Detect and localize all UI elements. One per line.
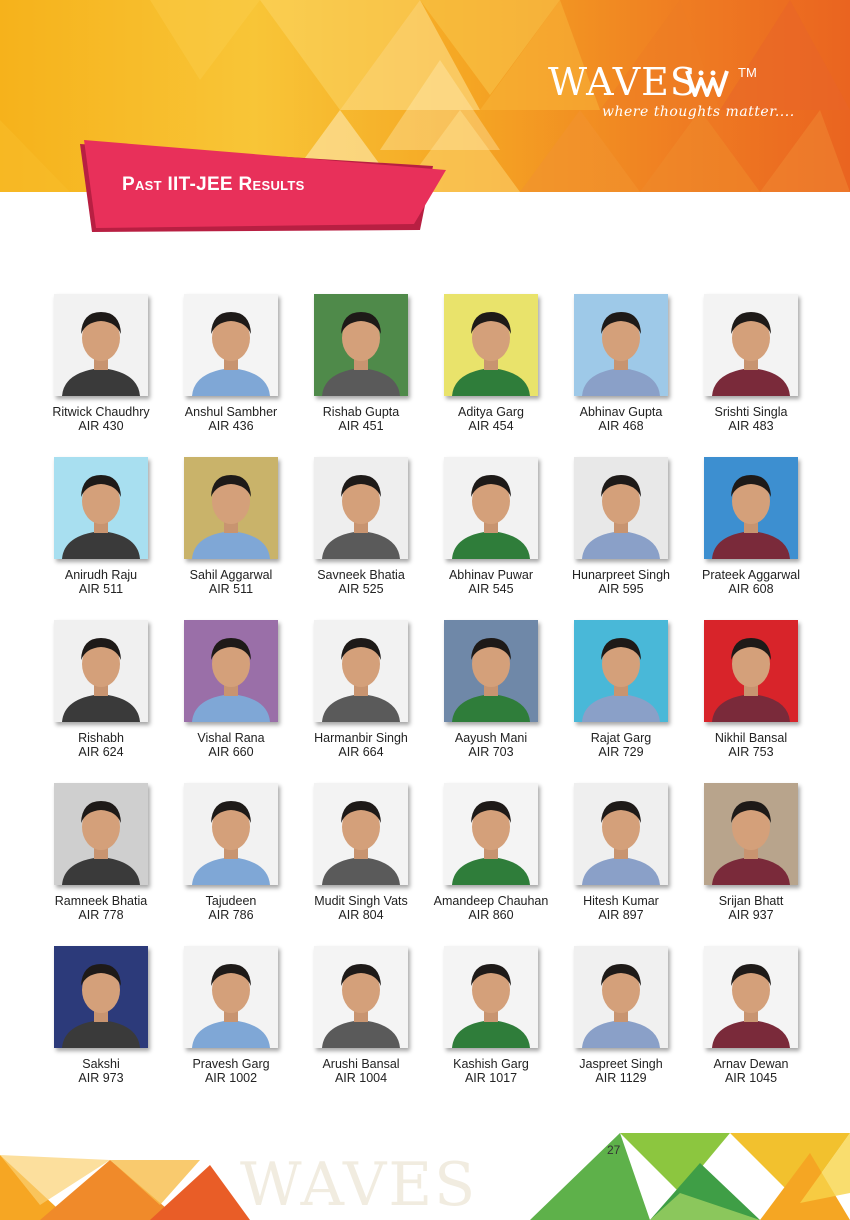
- student-card: [296, 940, 426, 1103]
- student-rank: AIR 511: [208, 582, 254, 596]
- portrait-icon: [704, 946, 798, 1048]
- student-name: Abhinav Puwar: [448, 568, 534, 582]
- student-rank: AIR 703: [468, 745, 514, 759]
- student-rank: AIR 860: [468, 908, 514, 922]
- portrait-icon: [704, 457, 798, 559]
- footer-left-pattern: [0, 1135, 250, 1220]
- footer-watermark: WAVES: [240, 1150, 478, 1220]
- results-grid: [36, 288, 816, 1103]
- student-name: Hunarpreet Singh: [572, 568, 670, 582]
- student-photo: [314, 620, 408, 722]
- student-name: Harmanbir Singh: [314, 731, 408, 745]
- portrait-icon: [444, 620, 538, 722]
- student-name: Arushi Bansal: [322, 1057, 400, 1071]
- student-name: Sahil Aggarwal: [189, 568, 273, 582]
- portrait-icon: [54, 783, 148, 885]
- portrait-icon: [314, 294, 408, 396]
- student-rank: AIR 483: [728, 419, 774, 433]
- student-rank: AIR 451: [338, 419, 384, 433]
- portrait-icon: [184, 457, 278, 559]
- portrait-icon: [54, 620, 148, 722]
- student-card: [166, 940, 296, 1103]
- student-rank: AIR 436: [208, 419, 254, 433]
- student-rank: AIR 595: [598, 582, 644, 596]
- student-card: [686, 614, 816, 777]
- page-number: 27: [607, 1143, 621, 1157]
- student-rank: AIR 545: [468, 582, 514, 596]
- student-name: Mudit Singh Vats: [314, 894, 408, 908]
- student-card: [556, 940, 686, 1103]
- student-rank: AIR 753: [728, 745, 774, 759]
- student-name: Rishab Gupta: [322, 405, 400, 419]
- student-photo: [184, 620, 278, 722]
- student-rank: AIR 897: [598, 908, 644, 922]
- student-photo: [314, 294, 408, 396]
- student-photo: [54, 457, 148, 559]
- student-photo: [574, 620, 668, 722]
- student-row: [36, 451, 816, 614]
- student-photo: [704, 783, 798, 885]
- student-photo: [54, 620, 148, 722]
- student-photo: [54, 783, 148, 885]
- student-card: [36, 614, 166, 777]
- student-photo: [184, 946, 278, 1048]
- student-name: Hitesh Kumar: [583, 894, 659, 908]
- portrait-icon: [574, 783, 668, 885]
- student-rank: AIR 1002: [204, 1071, 258, 1085]
- student-rank: AIR 973: [78, 1071, 124, 1085]
- student-card: [556, 288, 686, 451]
- portrait-icon: [54, 457, 148, 559]
- portrait-icon: [704, 783, 798, 885]
- student-rank: AIR 664: [338, 745, 384, 759]
- student-card: [36, 288, 166, 451]
- student-card: [686, 940, 816, 1103]
- student-card: [296, 288, 426, 451]
- student-name: Pravesh Garg: [192, 1057, 270, 1071]
- student-card: [426, 288, 556, 451]
- student-photo: [704, 946, 798, 1048]
- portrait-icon: [184, 620, 278, 722]
- portrait-icon: [184, 946, 278, 1048]
- student-photo: [314, 457, 408, 559]
- student-rank: AIR 608: [728, 582, 774, 596]
- student-name: Abhinav Gupta: [579, 405, 663, 419]
- portrait-icon: [704, 294, 798, 396]
- student-name: Rajat Garg: [590, 731, 652, 745]
- student-card: [166, 288, 296, 451]
- student-photo: [444, 457, 538, 559]
- student-rank: AIR 804: [338, 908, 384, 922]
- student-name: Amandeep Chauhan: [433, 894, 549, 908]
- student-card: [166, 614, 296, 777]
- student-rank: AIR 468: [598, 419, 644, 433]
- portrait-icon: [314, 620, 408, 722]
- student-photo: [444, 783, 538, 885]
- student-card: [166, 451, 296, 614]
- student-card: [426, 777, 556, 940]
- student-card: [686, 451, 816, 614]
- student-photo: [704, 457, 798, 559]
- student-row: [36, 777, 816, 940]
- portrait-icon: [54, 946, 148, 1048]
- student-card: [426, 940, 556, 1103]
- trademark-symbol: TM: [738, 65, 757, 80]
- student-card: [556, 451, 686, 614]
- student-photo: [704, 620, 798, 722]
- page-title: Past IIT-JEE Results: [122, 174, 305, 195]
- student-name: Prateek Aggarwal: [702, 568, 800, 582]
- student-card: [556, 777, 686, 940]
- student-card: [166, 777, 296, 940]
- student-card: [36, 777, 166, 940]
- student-row: [36, 614, 816, 777]
- student-row: [36, 288, 816, 451]
- portrait-icon: [314, 783, 408, 885]
- student-photo: [574, 294, 668, 396]
- student-name: Srishti Singla: [714, 405, 788, 419]
- student-name: Sakshi: [82, 1057, 120, 1071]
- student-name: Anirudh Raju: [64, 568, 138, 582]
- wave-logo-icon: [685, 69, 729, 97]
- student-rank: AIR 1004: [334, 1071, 388, 1085]
- portrait-icon: [314, 946, 408, 1048]
- portrait-icon: [444, 457, 538, 559]
- student-name: Kashish Garg: [453, 1057, 529, 1071]
- student-card: [36, 451, 166, 614]
- portrait-icon: [574, 457, 668, 559]
- student-photo: [574, 946, 668, 1048]
- student-card: [296, 614, 426, 777]
- student-rank: AIR 624: [78, 745, 124, 759]
- student-name: Aditya Garg: [457, 405, 524, 419]
- portrait-icon: [444, 946, 538, 1048]
- student-rank: AIR 430: [78, 419, 124, 433]
- portrait-icon: [184, 294, 278, 396]
- student-photo: [54, 294, 148, 396]
- portrait-icon: [314, 457, 408, 559]
- student-photo: [704, 294, 798, 396]
- student-name: Ramneek Bhatia: [54, 894, 148, 908]
- student-photo: [184, 294, 278, 396]
- student-rank: AIR 778: [78, 908, 124, 922]
- student-name: Vishal Rana: [197, 731, 265, 745]
- student-photo: [314, 783, 408, 885]
- student-name: Srijan Bhatt: [718, 894, 784, 908]
- student-name: Jaspreet Singh: [579, 1057, 663, 1071]
- student-rank: AIR 454: [468, 419, 514, 433]
- portrait-icon: [184, 783, 278, 885]
- portrait-icon: [574, 946, 668, 1048]
- footer-right-pattern: [530, 1133, 850, 1220]
- student-card: [36, 940, 166, 1103]
- student-name: Arnav Dewan: [713, 1057, 789, 1071]
- student-photo: [184, 457, 278, 559]
- student-card: [296, 451, 426, 614]
- student-rank: AIR 660: [208, 745, 254, 759]
- student-name: Ritwick Chaudhry: [52, 405, 150, 419]
- student-name: Savneek Bhatia: [317, 568, 405, 582]
- portrait-icon: [574, 294, 668, 396]
- student-card: [686, 777, 816, 940]
- logo-tagline: where thoughts matter....: [602, 104, 795, 120]
- student-rank: AIR 786: [208, 908, 254, 922]
- student-name: Nikhil Bansal: [714, 731, 788, 745]
- student-rank: AIR 1129: [595, 1071, 647, 1085]
- student-row: [36, 940, 816, 1103]
- student-card: [556, 614, 686, 777]
- student-photo: [444, 946, 538, 1048]
- portrait-icon: [704, 620, 798, 722]
- student-rank: AIR 511: [78, 582, 124, 596]
- student-card: [426, 614, 556, 777]
- student-rank: AIR 1045: [724, 1071, 778, 1085]
- student-name: Anshul Sambher: [184, 405, 278, 419]
- student-photo: [184, 783, 278, 885]
- student-rank: AIR 729: [598, 745, 644, 759]
- student-photo: [574, 783, 668, 885]
- logo-wordmark: WAVES: [548, 60, 697, 104]
- student-card: [426, 451, 556, 614]
- student-rank: AIR 937: [728, 908, 774, 922]
- portrait-icon: [444, 783, 538, 885]
- portrait-icon: [54, 294, 148, 396]
- student-photo: [314, 946, 408, 1048]
- portrait-icon: [444, 294, 538, 396]
- student-name: Rishabh: [78, 731, 124, 745]
- student-card: [296, 777, 426, 940]
- student-name: Tajudeen: [205, 894, 257, 908]
- student-card: [686, 288, 816, 451]
- student-photo: [574, 457, 668, 559]
- student-photo: [444, 294, 538, 396]
- student-photo: [54, 946, 148, 1048]
- waves-logo: [548, 60, 818, 130]
- student-rank: AIR 525: [338, 582, 384, 596]
- portrait-icon: [574, 620, 668, 722]
- student-name: Aayush Mani: [454, 731, 528, 745]
- student-photo: [444, 620, 538, 722]
- student-rank: AIR 1017: [464, 1071, 518, 1085]
